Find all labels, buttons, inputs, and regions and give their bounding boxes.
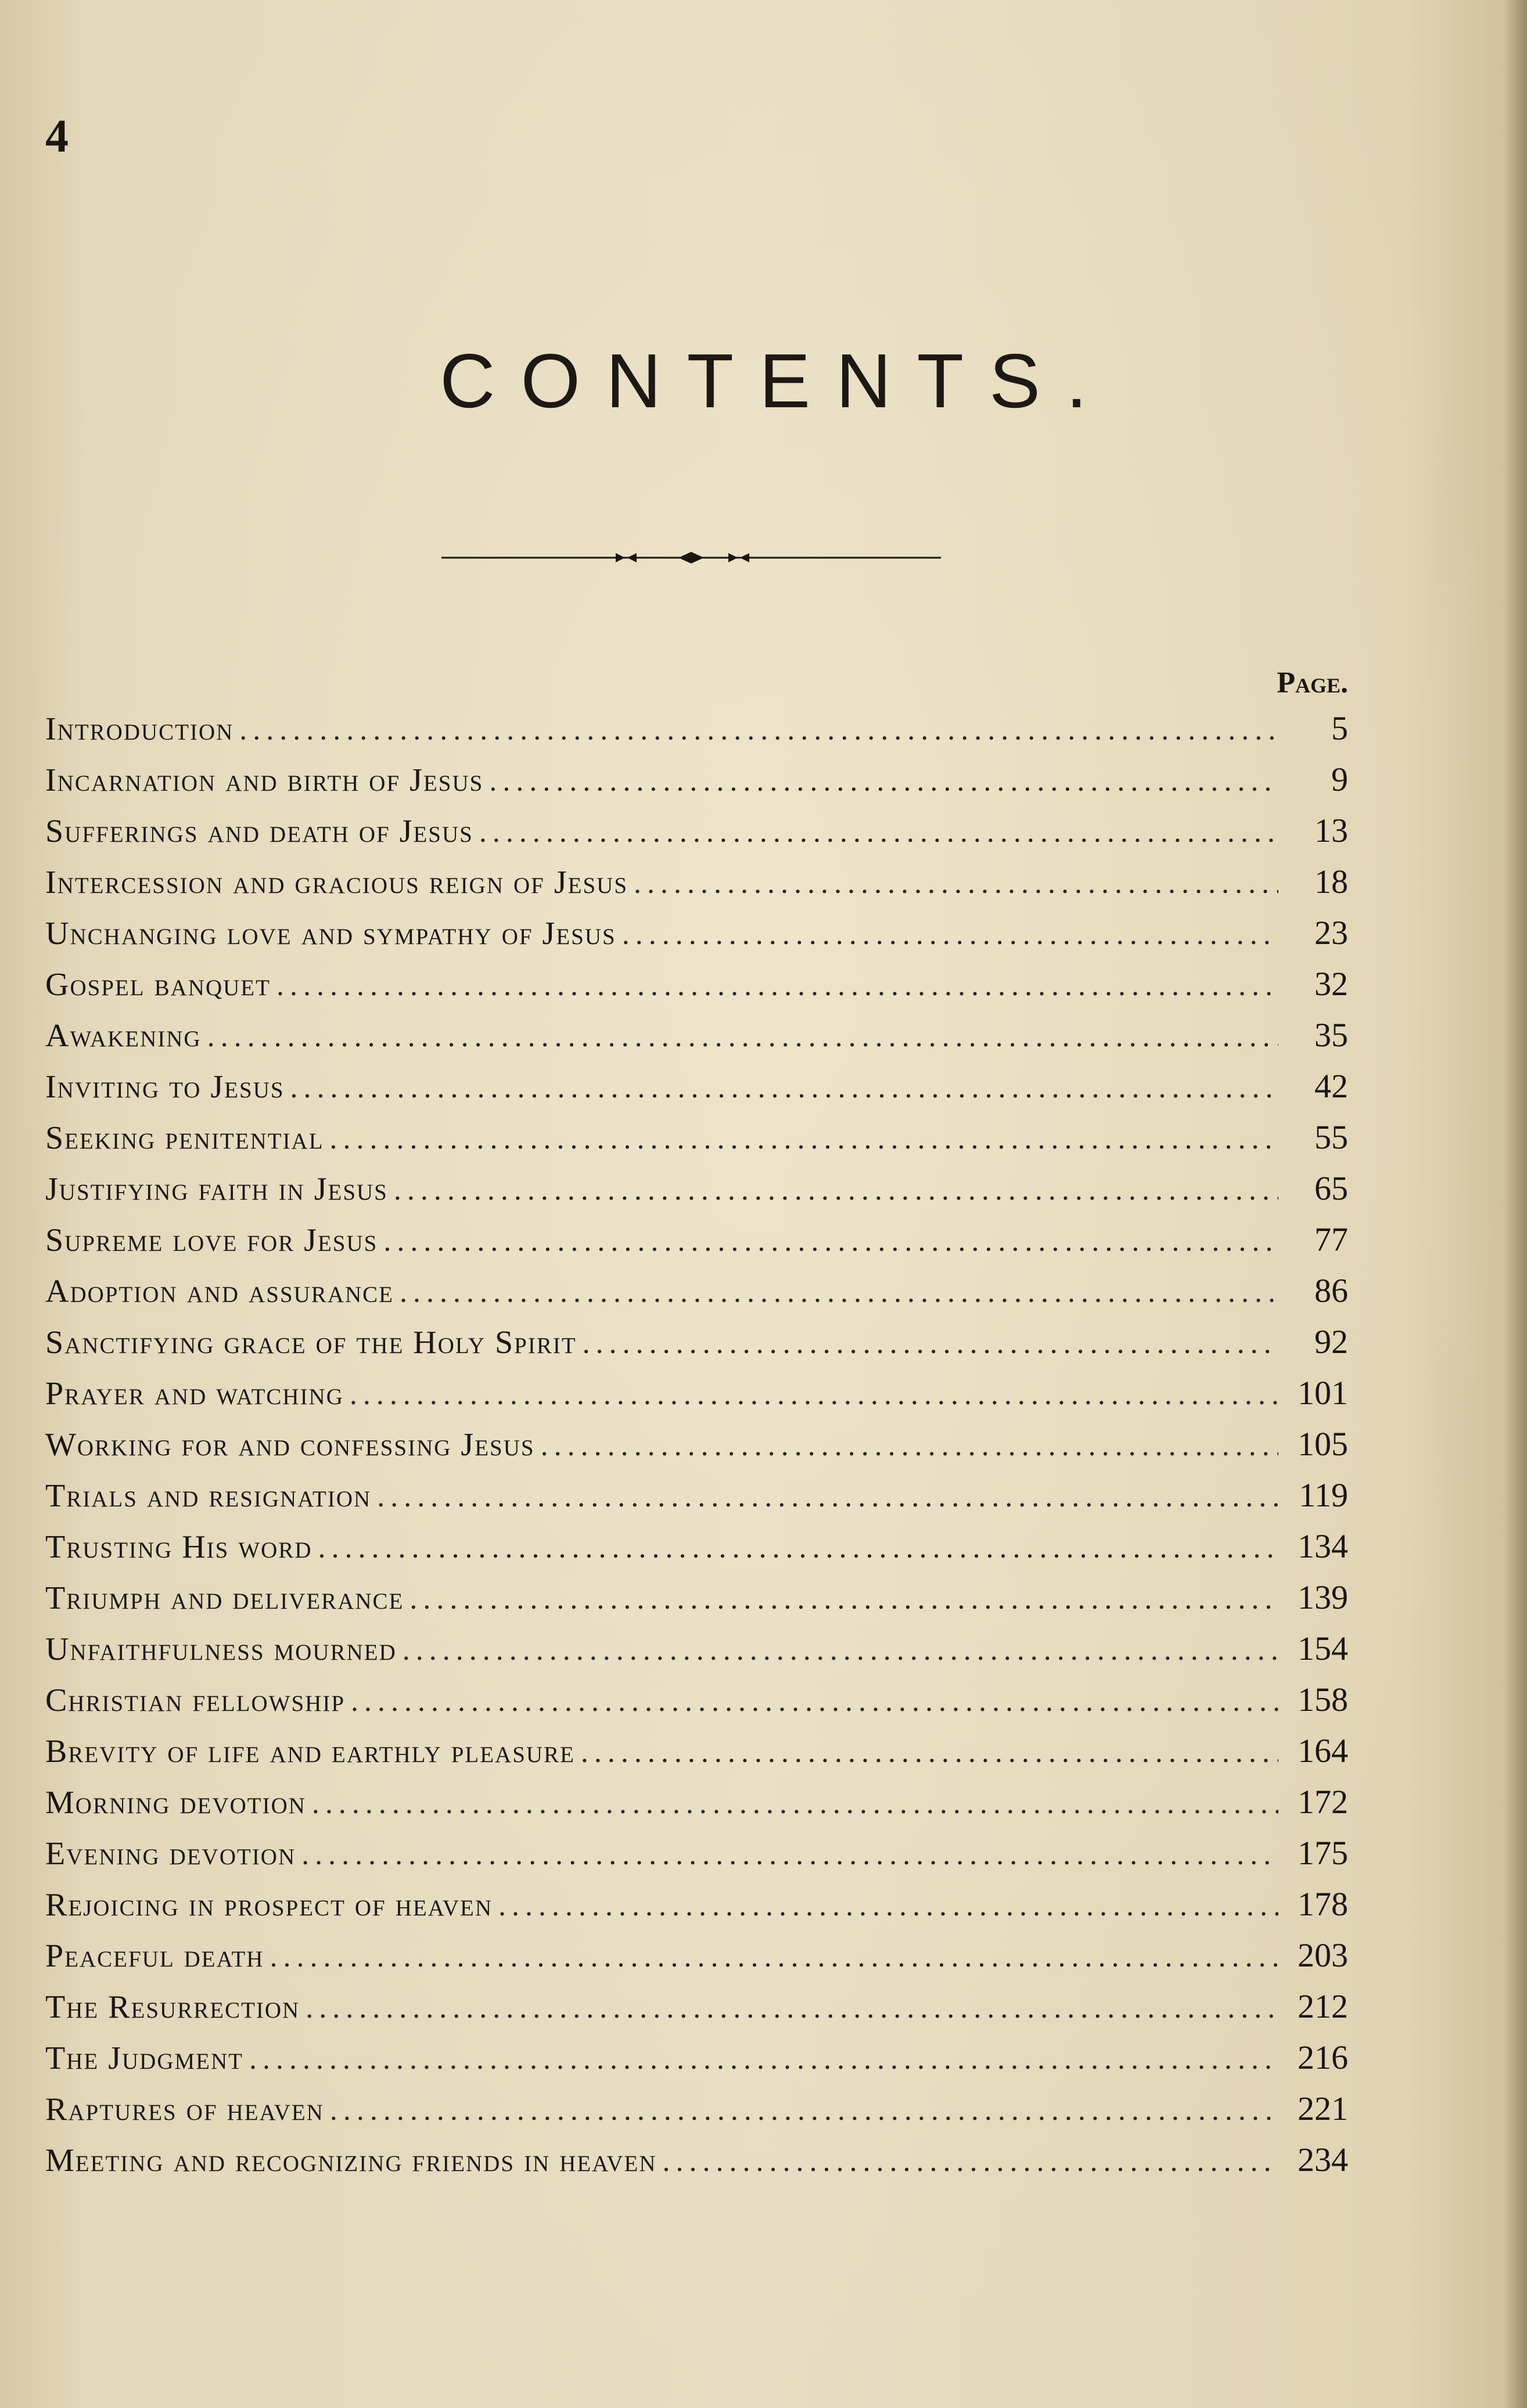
toc-entry — [45, 1220, 1348, 1271]
toc-entry-title: Inviting to Jesus — [45, 1069, 285, 1105]
toc-entry-title: Brevity of life and earthly pleasure — [45, 1734, 575, 1770]
dot-leader — [400, 1275, 1278, 1309]
toc-entry — [45, 1424, 1348, 1476]
toc-entry-page: 234 — [1298, 2141, 1348, 2179]
toc-entry-title: Trusting His word — [45, 1529, 312, 1565]
dot-leader — [239, 713, 1278, 747]
toc-entry — [45, 1322, 1348, 1373]
dot-leader — [498, 1889, 1278, 1923]
toc-entry-title: Raptures of heaven — [45, 2091, 324, 2127]
toc-entry — [45, 760, 1348, 811]
toc-entry — [45, 1629, 1348, 1680]
page-title: CONTENTS. — [440, 338, 1113, 424]
toc-entry — [45, 2038, 1348, 2089]
toc-entry-title: The Resurrection — [45, 1989, 300, 2025]
dot-leader — [622, 917, 1278, 952]
dot-leader — [312, 1786, 1278, 1821]
toc-entry-page: 5 — [1331, 709, 1348, 747]
dot-leader — [541, 1429, 1278, 1463]
toc-entry-title: Working for and confessing Jesus — [45, 1427, 535, 1463]
dot-leader — [394, 1173, 1278, 1207]
toc-entry — [45, 1578, 1348, 1629]
dot-leader — [318, 1531, 1278, 1565]
toc-entry-page: 164 — [1298, 1732, 1348, 1770]
dot-leader — [383, 1224, 1278, 1258]
toc-entry-title: Rejoicing in prospect of heaven — [45, 1887, 493, 1923]
toc-entry-title: Unchanging love and sympathy of Jesus — [45, 916, 616, 952]
dot-leader — [330, 1122, 1278, 1156]
toc-entry — [45, 1833, 1348, 1885]
toc-entry — [45, 1987, 1348, 2038]
toc-entry — [45, 1936, 1348, 1987]
toc-entry — [45, 913, 1348, 964]
page-number: 4 — [45, 111, 69, 162]
toc-entry-title: The Judgment — [45, 2040, 243, 2076]
page-column-header: Page. — [1277, 666, 1348, 699]
toc-entry — [45, 964, 1348, 1015]
toc-entry — [45, 1731, 1348, 1782]
toc-entry — [45, 862, 1348, 913]
toc-entry — [45, 2089, 1348, 2140]
toc-entry — [45, 1015, 1348, 1067]
toc-entry — [45, 1476, 1348, 1527]
dot-leader — [207, 1020, 1278, 1054]
toc-entry-page: 172 — [1298, 1783, 1348, 1821]
toc-entry-page: 212 — [1298, 1987, 1348, 2025]
toc-entry-title: Sanctifying grace of the Holy Spirit — [45, 1325, 577, 1361]
toc-entry-page: 139 — [1298, 1578, 1348, 1616]
toc-entry-page: 101 — [1298, 1374, 1348, 1412]
toc-entry — [45, 1169, 1348, 1220]
toc-entry-page: 77 — [1314, 1221, 1348, 1258]
dot-leader — [351, 1684, 1278, 1718]
toc-entry-page: 221 — [1298, 2090, 1348, 2127]
ornament-divider — [441, 551, 941, 565]
dot-leader — [290, 1071, 1278, 1105]
dot-leader — [276, 968, 1278, 1003]
dot-leader — [350, 1377, 1278, 1412]
dot-leader — [301, 1838, 1278, 1872]
toc-entry-title: Supreme love for Jesus — [45, 1222, 378, 1258]
dot-leader — [634, 866, 1278, 900]
table-of-contents — [45, 709, 1348, 2191]
toc-entry — [45, 811, 1348, 862]
dot-leader — [403, 1633, 1278, 1667]
dot-leader — [306, 1991, 1278, 2025]
toc-entry-page: 9 — [1331, 760, 1348, 798]
toc-entry-title: Gospel banquet — [45, 967, 271, 1003]
toc-entry-page: 18 — [1314, 863, 1348, 900]
toc-entry-page: 35 — [1314, 1016, 1348, 1054]
toc-entry-page: 216 — [1298, 2039, 1348, 2076]
dot-leader — [583, 1326, 1278, 1361]
toc-entry-page: 119 — [1299, 1476, 1348, 1514]
toc-entry-page: 55 — [1314, 1118, 1348, 1156]
toc-entry-page: 92 — [1314, 1323, 1348, 1361]
toc-entry-title: Sufferings and death of Jesus — [45, 813, 473, 849]
toc-entry-title: Justifying faith in Jesus — [45, 1171, 388, 1207]
dot-leader — [270, 1940, 1278, 1974]
toc-entry-page: 105 — [1298, 1425, 1348, 1463]
toc-entry-title: Meeting and recognizing friends in heaven — [45, 2143, 657, 2179]
dot-leader — [663, 2144, 1279, 2179]
toc-entry-title: Intercession and gracious reign of Jesus — [45, 864, 628, 900]
toc-entry-title: Peaceful death — [45, 1938, 264, 1974]
dot-leader — [330, 2093, 1278, 2127]
toc-entry-title: Seeking penitential — [45, 1120, 324, 1156]
toc-entry — [45, 1373, 1348, 1424]
toc-entry-title: Triumph and deliverance — [45, 1580, 404, 1616]
toc-entry-page: 32 — [1314, 965, 1348, 1003]
toc-entry-title: Christian fellowship — [45, 1682, 346, 1718]
dot-leader — [581, 1735, 1278, 1770]
toc-entry — [45, 1067, 1348, 1118]
toc-entry-page: 158 — [1298, 1681, 1348, 1718]
toc-entry — [45, 1680, 1348, 1731]
dot-leader — [249, 2042, 1278, 2076]
toc-entry-title: Adoption and assurance — [45, 1273, 394, 1309]
toc-entry — [45, 1527, 1348, 1578]
toc-entry — [45, 1118, 1348, 1169]
dot-leader — [489, 764, 1278, 798]
toc-entry-title: Evening devotion — [45, 1836, 296, 1872]
toc-entry-page: 134 — [1298, 1527, 1348, 1565]
toc-entry-title: Introduction — [45, 711, 234, 747]
toc-entry — [45, 709, 1348, 760]
toc-entry-page: 175 — [1298, 1834, 1348, 1872]
dot-leader — [479, 815, 1278, 849]
toc-entry — [45, 1885, 1348, 1936]
toc-entry-page: 13 — [1314, 812, 1348, 849]
toc-entry-title: Trials and resignation — [45, 1478, 372, 1514]
toc-entry-title: Incarnation and birth of Jesus — [45, 762, 484, 798]
toc-entry-title: Morning devotion — [45, 1785, 306, 1821]
toc-entry-page: 203 — [1298, 1936, 1348, 1974]
toc-entry-page: 86 — [1314, 1272, 1348, 1309]
toc-entry-title: Prayer and watching — [45, 1376, 344, 1412]
toc-entry — [45, 1782, 1348, 1833]
toc-entry-title: Unfaithfulness mourned — [45, 1631, 397, 1667]
toc-entry-page: 154 — [1298, 1630, 1348, 1667]
dot-leader — [409, 1582, 1278, 1616]
toc-entry — [45, 2140, 1348, 2191]
toc-entry-page: 42 — [1314, 1067, 1348, 1105]
toc-entry-page: 65 — [1314, 1169, 1348, 1207]
dot-leader — [377, 1480, 1278, 1514]
toc-entry-page: 23 — [1314, 914, 1348, 952]
toc-entry — [45, 1271, 1348, 1322]
toc-entry-page: 178 — [1298, 1885, 1348, 1923]
toc-entry-title: Awakening — [45, 1018, 202, 1054]
